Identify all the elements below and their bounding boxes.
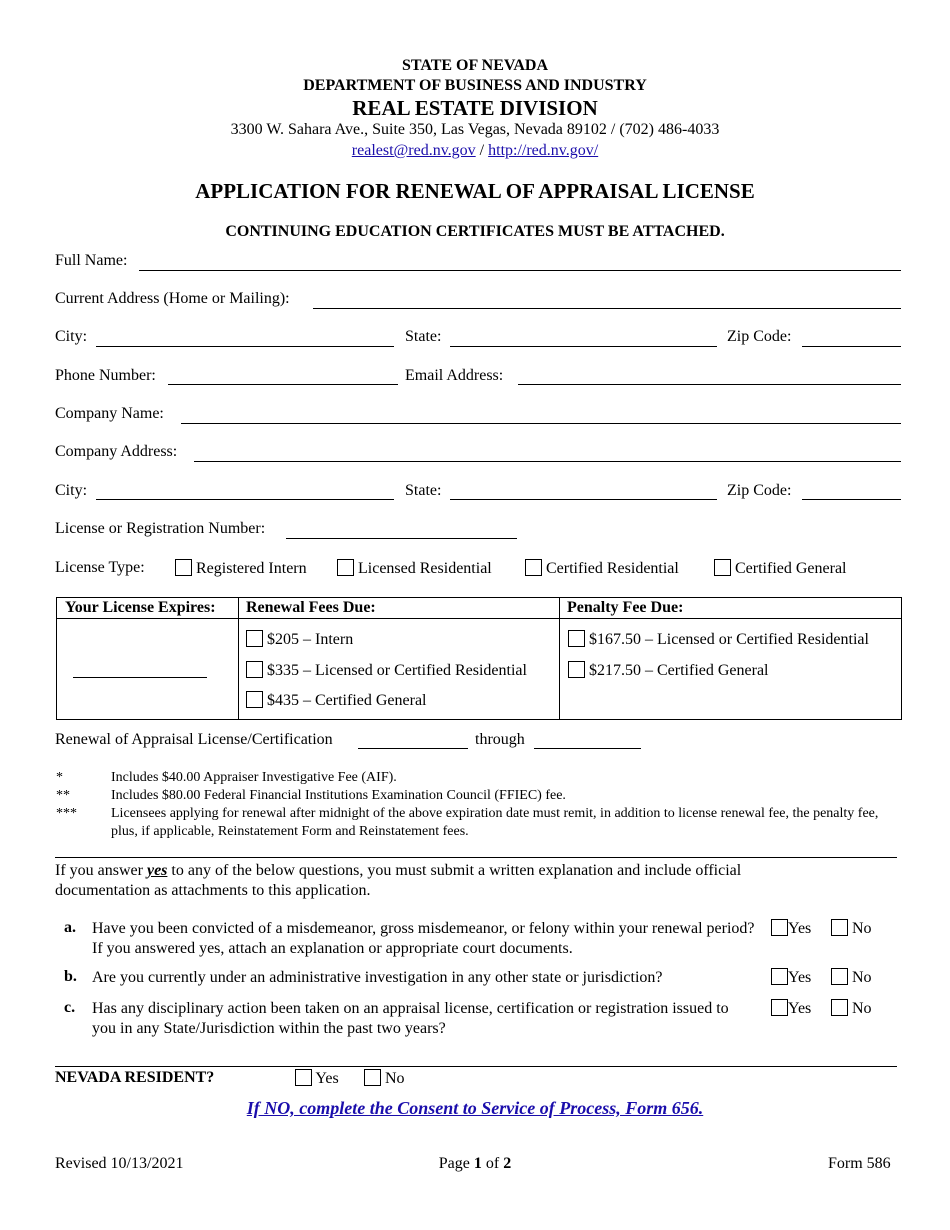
checkbox-icon[interactable] xyxy=(771,999,788,1016)
form-subtitle: CONTINUING EDUCATION CERTIFICATES MUST BE ATTACHED. xyxy=(225,223,725,240)
website-link[interactable]: http://red.nv.gov/ xyxy=(488,142,599,159)
checkbox-icon[interactable] xyxy=(568,630,585,647)
renewal-fee-option[interactable]: $335 – Licensed or Certified Residential xyxy=(246,661,527,680)
phone-label: Phone Number: xyxy=(55,367,156,384)
company-zip-field[interactable] xyxy=(802,499,901,500)
agency-contact xyxy=(0,142,950,160)
checkbox-icon[interactable] xyxy=(831,919,848,936)
renewal-fee-option[interactable]: $205 – Intern xyxy=(246,630,353,649)
question-letter: a. xyxy=(64,919,76,936)
checkbox-icon[interactable] xyxy=(831,968,848,985)
checkbox-icon[interactable] xyxy=(246,630,263,647)
city-label: City: xyxy=(55,328,88,345)
question-letter: b. xyxy=(64,968,77,985)
question-no-option[interactable]: No xyxy=(831,999,872,1018)
city-field[interactable] xyxy=(96,346,394,347)
consent-link-row xyxy=(0,1098,950,1119)
note-text: Licensees applying for renewal after midnight of the above expiration date must remit, in addition to license renewal fee, the penalty fee, plus, if applicable, Reinstatement Form and Reinstatement fees. xyxy=(111,806,879,839)
question-yes-option[interactable]: Yes xyxy=(771,999,811,1018)
checkbox-icon[interactable] xyxy=(714,559,731,576)
form-number: Form 586 xyxy=(828,1155,891,1172)
nevada-resident-label: NEVADA RESIDENT? xyxy=(55,1069,215,1086)
question-text: Have you been convicted of a misdemeanor, gross misdemeanor, or felony within your renewal period? If you answered yes, attach an explanation or appropriate court documents. xyxy=(92,920,755,957)
yes-emphasis: yes xyxy=(146,862,168,879)
question-no-option[interactable]: No xyxy=(831,968,872,987)
question-text: Has any disciplinary action been taken on an appraisal license, certification or registration issued to you in any State/Jurisdiction within the past two years? xyxy=(92,1000,729,1037)
zip-label: Zip Code: xyxy=(727,328,792,345)
license-expires-header: Your License Expires: xyxy=(65,599,216,616)
company-name-label: Company Name: xyxy=(55,405,164,422)
resident-yes-option[interactable]: Yes xyxy=(295,1069,339,1088)
agency-department: DEPARTMENT OF BUSINESS AND INDUSTRY xyxy=(303,77,647,94)
questions-intro: If you answer yes to any of the below questions, you must submit a written explanation and include official documentation as attachments to this application. xyxy=(55,862,742,899)
full-name-field[interactable] xyxy=(139,270,901,271)
question-letter: c. xyxy=(64,999,76,1016)
email-label: Email Address: xyxy=(405,367,504,384)
phone-field[interactable] xyxy=(168,384,398,385)
company-name-field[interactable] xyxy=(181,423,901,424)
license-type-option[interactable]: Certified Residential xyxy=(525,559,679,578)
company-city-field[interactable] xyxy=(96,499,394,500)
state-field[interactable] xyxy=(450,346,717,347)
checkbox-icon[interactable] xyxy=(525,559,542,576)
state-label: State: xyxy=(405,328,442,345)
license-expires-field[interactable] xyxy=(73,677,207,678)
agency-address: 3300 W. Sahara Ave., Suite 350, Las Vegas, Nevada 89102 / (702) 486-4033 xyxy=(230,121,720,138)
note-mark: *** xyxy=(56,806,77,821)
penalty-fee-header: Penalty Fee Due: xyxy=(567,599,684,616)
current-address-field[interactable] xyxy=(313,308,901,309)
checkbox-icon[interactable] xyxy=(175,559,192,576)
checkbox-icon[interactable] xyxy=(246,661,263,678)
agency-division: REAL ESTATE DIVISION xyxy=(352,96,598,120)
zip-field[interactable] xyxy=(802,346,901,347)
company-city-label: City: xyxy=(55,482,88,499)
license-type-option[interactable]: Registered Intern xyxy=(175,559,307,578)
question-no-option[interactable]: No xyxy=(831,919,872,938)
page-number: Page 1 of 2 xyxy=(438,1155,512,1172)
note-text: Includes $40.00 Appraiser Investigative Fee (AIF). xyxy=(111,770,397,785)
license-type-option[interactable]: Certified General xyxy=(714,559,847,578)
license-number-label: License or Registration Number: xyxy=(55,520,266,537)
note-mark: * xyxy=(56,770,63,785)
contact-separator: / xyxy=(479,142,485,159)
note-mark: ** xyxy=(56,788,70,803)
email-field[interactable] xyxy=(518,384,901,385)
checkbox-icon[interactable] xyxy=(364,1069,381,1086)
form-title: APPLICATION FOR RENEWAL OF APPRAISAL LICENSE xyxy=(195,179,755,203)
company-zip-label: Zip Code: xyxy=(727,482,792,499)
renewal-fee-option[interactable]: $435 – Certified General xyxy=(246,691,427,710)
checkbox-icon[interactable] xyxy=(246,691,263,708)
question-text: Are you currently under an administrative investigation in any other state or jurisdiction? xyxy=(92,969,663,986)
renewal-period-label: Renewal of Appraisal License/Certification xyxy=(55,731,333,748)
company-state-label: State: xyxy=(405,482,442,499)
company-address-field[interactable] xyxy=(194,461,901,462)
license-type-label: License Type: xyxy=(55,559,145,576)
current-address-label: Current Address (Home or Mailing): xyxy=(55,290,290,307)
checkbox-icon[interactable] xyxy=(568,661,585,678)
checkbox-icon[interactable] xyxy=(295,1069,312,1086)
checkbox-icon[interactable] xyxy=(771,968,788,985)
company-state-field[interactable] xyxy=(450,499,717,500)
email-link[interactable]: realest@red.nv.gov xyxy=(351,142,476,159)
question-yes-option[interactable]: Yes xyxy=(771,919,811,938)
renewal-through-field[interactable] xyxy=(534,748,641,749)
checkbox-icon[interactable] xyxy=(337,559,354,576)
agency-state: STATE OF NEVADA xyxy=(401,57,549,74)
renewal-through-label: through xyxy=(475,731,525,748)
note-text: Includes $80.00 Federal Financial Institutions Examination Council (FFIEC) fee. xyxy=(111,788,566,803)
checkbox-icon[interactable] xyxy=(831,999,848,1016)
license-type-option[interactable]: Licensed Residential xyxy=(337,559,492,578)
resident-no-option[interactable]: No xyxy=(364,1069,405,1088)
company-address-label: Company Address: xyxy=(55,443,178,460)
section-divider xyxy=(55,1066,897,1067)
revised-date: Revised 10/13/2021 xyxy=(55,1155,184,1172)
renewal-from-field[interactable] xyxy=(358,748,468,749)
penalty-fee-option[interactable]: $167.50 – Licensed or Certified Residential xyxy=(568,630,869,649)
full-name-label: Full Name: xyxy=(55,252,128,269)
license-number-field[interactable] xyxy=(286,538,517,539)
renewal-fees-header: Renewal Fees Due: xyxy=(246,599,376,616)
question-yes-option[interactable]: Yes xyxy=(771,968,811,987)
consent-form-link[interactable]: If NO, complete the Consent to Service of Process, Form 656. xyxy=(246,1098,704,1118)
penalty-fee-option[interactable]: $217.50 – Certified General xyxy=(568,661,769,680)
fee-table xyxy=(56,597,902,720)
checkbox-icon[interactable] xyxy=(771,919,788,936)
section-divider xyxy=(55,857,897,858)
